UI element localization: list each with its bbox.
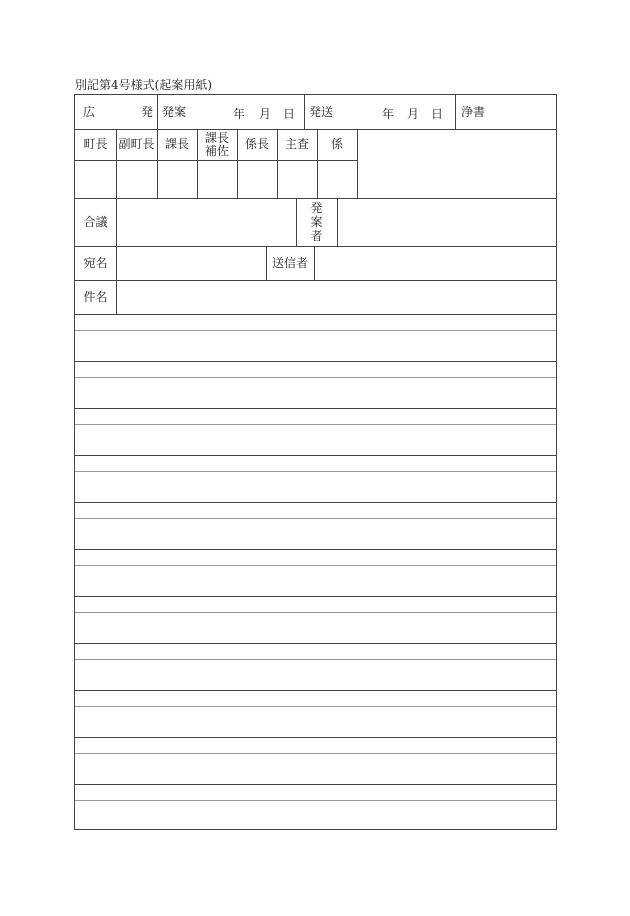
divider bbox=[277, 129, 278, 198]
divider bbox=[116, 129, 117, 198]
writing-guide-line bbox=[75, 800, 556, 801]
consultation-label: 合議 bbox=[83, 214, 108, 229]
writing-line bbox=[75, 737, 556, 738]
approval-shusa: 主査 bbox=[284, 137, 309, 151]
sent-day: 日 bbox=[431, 107, 444, 121]
form-title: 別記第4号様式(起案用紙) bbox=[75, 78, 212, 92]
divider bbox=[314, 246, 315, 280]
approval-ka-cho-hosa-line2: 補佐 bbox=[204, 143, 229, 158]
approval-kakari-cho: 係長 bbox=[244, 137, 269, 151]
drafted-date-label: 発案 bbox=[162, 104, 187, 119]
drafter-char-3: 者 bbox=[310, 229, 323, 243]
sent-month: 月 bbox=[407, 107, 420, 121]
drafter-char-2: 案 bbox=[310, 215, 323, 229]
writing-line bbox=[75, 690, 556, 691]
writing-guide-line bbox=[75, 471, 556, 472]
row-separator bbox=[75, 246, 556, 247]
writing-line bbox=[75, 596, 556, 597]
writing-guide-line bbox=[75, 377, 556, 378]
writing-guide-line bbox=[75, 706, 556, 707]
writing-line bbox=[75, 502, 556, 503]
row-separator bbox=[75, 314, 556, 315]
writing-guide-line bbox=[75, 612, 556, 613]
divider bbox=[157, 129, 158, 198]
sent-year: 年 bbox=[382, 107, 395, 121]
divider bbox=[455, 95, 456, 129]
writing-guide-line bbox=[75, 424, 556, 425]
sender-label: 送信者 bbox=[271, 255, 308, 270]
writing-line bbox=[75, 549, 556, 550]
draft-form bbox=[74, 94, 557, 830]
drafter-label bbox=[296, 199, 337, 245]
drafted-month: 月 bbox=[259, 107, 272, 121]
writing-guide-line bbox=[75, 659, 556, 660]
recipient-label: 宛名 bbox=[83, 255, 108, 270]
approval-kakari: 係 bbox=[330, 137, 343, 151]
divider bbox=[157, 95, 158, 129]
clean-copy-label: 浄書 bbox=[461, 104, 486, 119]
divider bbox=[116, 198, 117, 246]
divider bbox=[337, 198, 338, 246]
subject-label: 件名 bbox=[83, 289, 108, 304]
writing-line bbox=[75, 455, 556, 456]
writing-guide-line bbox=[75, 565, 556, 566]
writing-line bbox=[75, 361, 556, 362]
writing-guide-line bbox=[75, 330, 556, 331]
approval-ka-cho-hosa bbox=[197, 129, 237, 160]
divider bbox=[304, 95, 305, 129]
approval-ka-cho: 課長 bbox=[164, 137, 189, 151]
row-separator bbox=[75, 280, 556, 281]
divider bbox=[317, 129, 318, 198]
stamp-separator bbox=[75, 160, 357, 161]
drafted-year: 年 bbox=[233, 107, 246, 121]
divider bbox=[237, 129, 238, 198]
approval-ka-cho-hosa-line1: 課長 bbox=[204, 130, 229, 145]
writing-guide-line bbox=[75, 753, 556, 754]
issue-kou-label: 広 bbox=[83, 104, 96, 119]
writing-line bbox=[75, 408, 556, 409]
approval-fuku-cho-cho: 副町長 bbox=[118, 137, 155, 151]
divider bbox=[357, 129, 358, 198]
approval-cho-cho: 町長 bbox=[83, 137, 108, 151]
drafted-day: 日 bbox=[283, 107, 296, 121]
divider bbox=[197, 129, 198, 198]
writing-line bbox=[75, 784, 556, 785]
writing-line bbox=[75, 643, 556, 644]
writing-guide-line bbox=[75, 518, 556, 519]
sent-date-label: 発送 bbox=[309, 104, 334, 119]
issue-hatsu-label: 発 bbox=[140, 104, 153, 119]
drafter-char-1: 発 bbox=[310, 201, 323, 215]
